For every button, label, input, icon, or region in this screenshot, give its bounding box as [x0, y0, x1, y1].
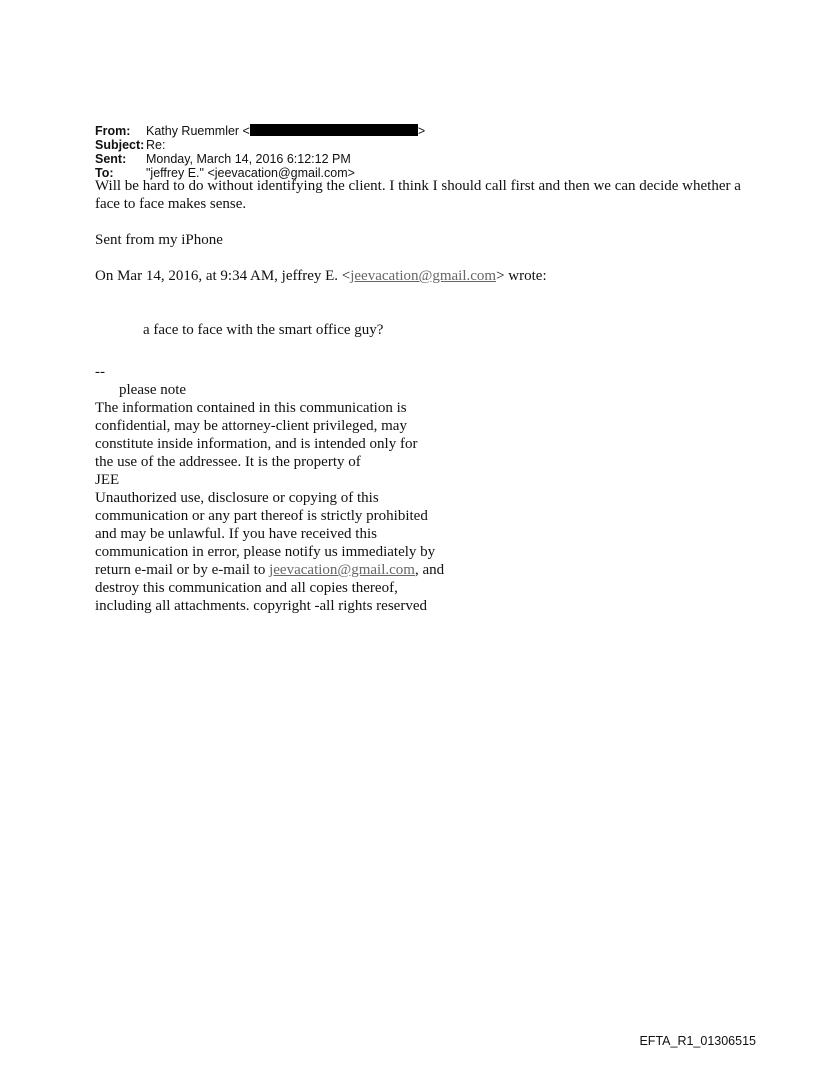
message-paragraph: Will be hard to do without identifying the client. I think I should call first and then we can decide whether a face to face makes sense.	[95, 178, 741, 212]
from-label: From:	[95, 124, 131, 138]
sent-value: Monday, March 14, 2016 6:12:12 PM	[146, 152, 351, 166]
quote-intro-end: > wrote:	[496, 268, 547, 284]
from-value	[146, 124, 425, 138]
disclaimer-email-link[interactable]: jeevacation@gmail.com	[269, 562, 415, 578]
disclaimer-line: destroy this communication and all copies thereof,	[95, 580, 398, 596]
from-name: Kathy Ruemmler <	[146, 124, 250, 138]
note-title: please note	[119, 382, 187, 398]
disclaimer-line: Unauthorized use, disclosure or copying of this	[95, 490, 379, 506]
email-body	[95, 177, 755, 615]
disclaimer-text: , and	[414, 562, 445, 578]
disclaimer-line: communication in error, please notify us immediately by	[95, 544, 436, 560]
disclaimer-line: constitute inside information, and is intended only for	[95, 436, 418, 452]
disclaimer-line: JEE	[95, 472, 120, 488]
disclaimer-line: and may be unlawful. If you have received this	[95, 526, 377, 542]
subject-label: Subject:	[95, 138, 145, 152]
quote-intro-text: On Mar 14, 2016, at 9:34 AM, jeffrey E. <	[95, 268, 351, 284]
from-end: >	[417, 124, 426, 138]
signature: Sent from my iPhone	[95, 232, 223, 248]
disclaimer-text: return e-mail or by e-mail to	[95, 562, 270, 578]
disclaimer-line: the use of the addressee. It is the property of	[95, 454, 361, 470]
separator: --	[95, 364, 105, 380]
quoted-message: a face to face with the smart office guy?	[143, 322, 384, 338]
email-link[interactable]: jeevacation@gmail.com	[350, 268, 497, 284]
disclaimer-line: The information contained in this communication is	[95, 400, 407, 416]
redaction-box	[250, 124, 418, 136]
subject-value: Re:	[146, 138, 166, 152]
to-value: "jeffrey E." <jeevacation@gmail.com>	[146, 166, 355, 180]
sent-label: Sent:	[95, 152, 127, 166]
document-id: EFTA_R1_01306515	[639, 1034, 756, 1048]
disclaimer-line: confidential, may be attorney-client privileged, may	[95, 418, 407, 434]
to-label: To:	[95, 166, 114, 180]
disclaimer-line: communication or any part thereof is strictly prohibited	[95, 508, 428, 524]
email-header	[95, 124, 425, 180]
disclaimer	[95, 399, 755, 561]
disclaimer-link-line	[95, 561, 755, 579]
disclaimer-tail	[95, 579, 755, 615]
disclaimer-line: including all attachments. copyright -all rights reserved	[95, 598, 427, 614]
quote-intro	[95, 267, 755, 285]
